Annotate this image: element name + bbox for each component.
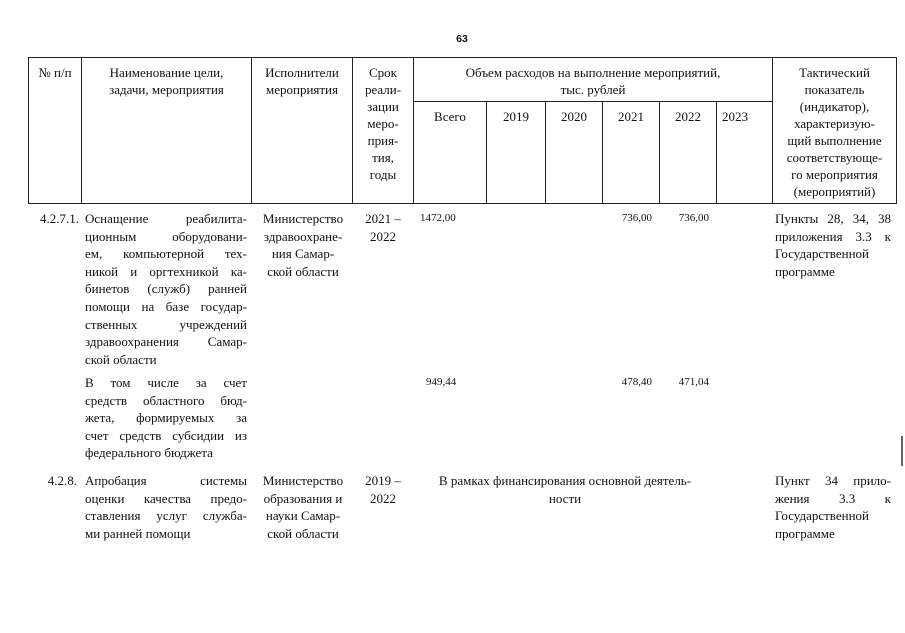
header-col-executor: Исполнители мероприятия bbox=[265, 65, 339, 97]
header-col-volume: Объем расходов на выполнение мероприятий, тыс. рублей bbox=[465, 65, 721, 97]
header-col-2021: 2021 bbox=[618, 109, 644, 124]
row-total: 949,44 bbox=[426, 376, 457, 388]
row-financing-note: В рамках финансирования основной деятель- ности bbox=[438, 473, 692, 506]
header-col-name: Наименование цели, задачи, мероприятия bbox=[109, 65, 224, 97]
row-2022: 736,00 bbox=[678, 212, 709, 224]
row-term: 2021 – 2022 bbox=[365, 211, 401, 244]
row-number: 4.2.7.1. bbox=[40, 211, 79, 226]
header-col-indicator: Тактический показатель (индикатор), характеризую- щий выполнение соответствующе- го мероприятия (мероприятий) bbox=[786, 65, 883, 199]
row-name: Оснащение реабилита- ционным оборудовани- ем, компьютерной тех- никой и оргтехникой ка- бинетов (служб) ранней помощи на базе государ- ственных учреждений здравоохранения Самар- ской области bbox=[85, 211, 247, 367]
header-col-number: № п/п bbox=[38, 65, 72, 80]
row-2022: 471,04 bbox=[678, 376, 709, 388]
page-number: 63 bbox=[456, 33, 468, 45]
row-indicator: Пункт 34 прило- жения 3.3 к Государственной программе bbox=[775, 473, 891, 541]
row-executor: Министерство образования и науки Самар- ской области bbox=[262, 473, 344, 541]
row-name: Апробация системы оценки качества предо- ставления услуг служба- ми ранней помощи bbox=[85, 473, 247, 541]
row-term: 2019 – 2022 bbox=[365, 473, 401, 506]
header-col-term: Срок реали- зации меро- прия- тия, годы bbox=[364, 65, 402, 182]
row-number: 4.2.8. bbox=[47, 473, 77, 488]
header-col-2019: 2019 bbox=[503, 109, 529, 124]
row-name: В том числе за счет средств областного бюд- жета, формируемых за счет средств субсидии из федерального бюджета bbox=[85, 375, 247, 461]
header-col-2022: 2022 bbox=[675, 109, 701, 124]
row-total: 1472,00 bbox=[420, 212, 456, 224]
scan-edge-mark bbox=[901, 436, 903, 466]
header-col-2020: 2020 bbox=[561, 109, 587, 124]
row-indicator: Пункты 28, 34, 38 приложения 3.3 к Государственной программе bbox=[775, 211, 891, 279]
header-col-total: Всего bbox=[434, 109, 466, 124]
header-col-2023: 2023 bbox=[722, 109, 748, 124]
row-2021: 478,40 bbox=[621, 376, 652, 388]
row-executor: Министерство здравоохране- ния Самар- ской области bbox=[262, 211, 344, 279]
row-2021: 736,00 bbox=[621, 212, 652, 224]
